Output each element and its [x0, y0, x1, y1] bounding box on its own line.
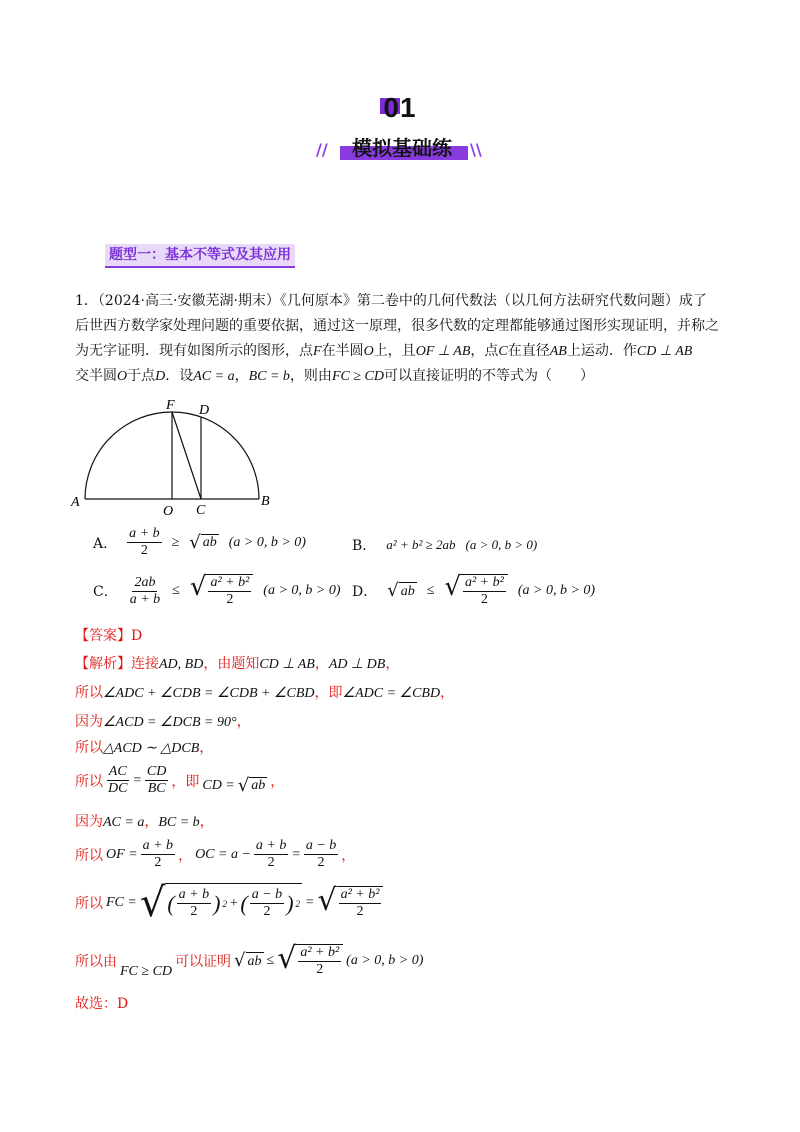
header-title: 模拟基础练	[352, 136, 452, 160]
solution-line-4: 所以△ACD ∼ △DCB，	[75, 740, 214, 756]
solution-line-9: 所以由 FC ≥ CD 可以证明 √ ab ≤ √ $\frac{\text{a² + b²}}{2}$ (a > 0, b > 0)	[75, 941, 424, 979]
header-title-box	[328, 132, 464, 158]
option-c[interactable]: C． $\frac{2ab}{a + b}$ ≤ √ $\frac{\text{a² + b²}}{2}$ (a > 0, b > 0)	[93, 572, 341, 607]
label-a: A	[71, 495, 80, 510]
solution-line-7: 所以 OF = $\frac{a + b}{2}$ ， OC = a − $\frac{a + b}{2}$ = $\frac{a - b}{2}$ ，	[75, 838, 356, 870]
section-number: 01	[383, 92, 417, 123]
answer-line: 【答案】D	[75, 628, 143, 644]
solution-line-6: 因为AC = a，BC = b，	[75, 814, 214, 830]
solution-line-1: 【解析】连接AD, BD，由题知CD ⊥ AB，AD ⊥ DB，	[75, 656, 400, 672]
label-d: D	[199, 403, 210, 418]
section-label: 题型一：基本不等式及其应用	[105, 244, 295, 268]
label-b: B	[261, 494, 270, 509]
option-b[interactable]: B． a² + b² ≥ 2ab (a > 0, b > 0)	[352, 537, 538, 554]
option-a[interactable]: A． $\frac{a + b}{2}$ ≥ √ ab (a > 0, b > 0)	[93, 526, 306, 558]
solution-line-5: 所以 $\frac{AC}{DC}$ = $\frac{CD}{BC}$ ，即 CD = √ ab ，	[75, 764, 285, 796]
label-f: F	[166, 398, 175, 413]
solution-line-8: 所以 FC = √ ( $\frac{a + b}{2}$ ) 2 + ( $\frac{a - b}{2}$ ) 2 = √ $\frac{\text{a² + b²}}{2}$	[75, 883, 383, 923]
solution-line-2: 所以∠ADC + ∠CDB = ∠CDB + ∠CBD，即∠ADC = ∠CBD，	[75, 685, 455, 701]
question-text: 1．（2024·高三·安徽芜湖·期末）《几何原本》第二卷中的几何代数法（以几何方法研究代数问题）成了 后世西方数学家处理问题的重要依据，通过这一原理，很多代数的定理都能够通过图形实现证明，并称之 为无字证明．现有如图所示的图形，点F在半圆O上，且OF ⊥ AB，点C在直径AB上运动．作CD ⊥ AB 交半圆O于点D．设AC = a，BC = b，则由FC ≥ CD可以直接证明的不等式为（ ）	[75, 293, 719, 384]
label-o: O	[163, 504, 174, 517]
option-d[interactable]: D． √ ab ≤ √ $\frac{\text{a² + b²}}{2}$ (a > 0, b > 0)	[352, 572, 596, 607]
label-c: C	[196, 503, 206, 517]
solution-line-3: 因为∠ACD = ∠DCB = 90°，	[75, 714, 251, 730]
semicircle-figure	[65, 392, 285, 517]
solution-line-10: 故选：D	[75, 996, 129, 1012]
deco-slashes-left: //	[316, 140, 328, 159]
segment-fc	[172, 412, 201, 499]
deco-slashes-right: \\	[470, 140, 482, 159]
